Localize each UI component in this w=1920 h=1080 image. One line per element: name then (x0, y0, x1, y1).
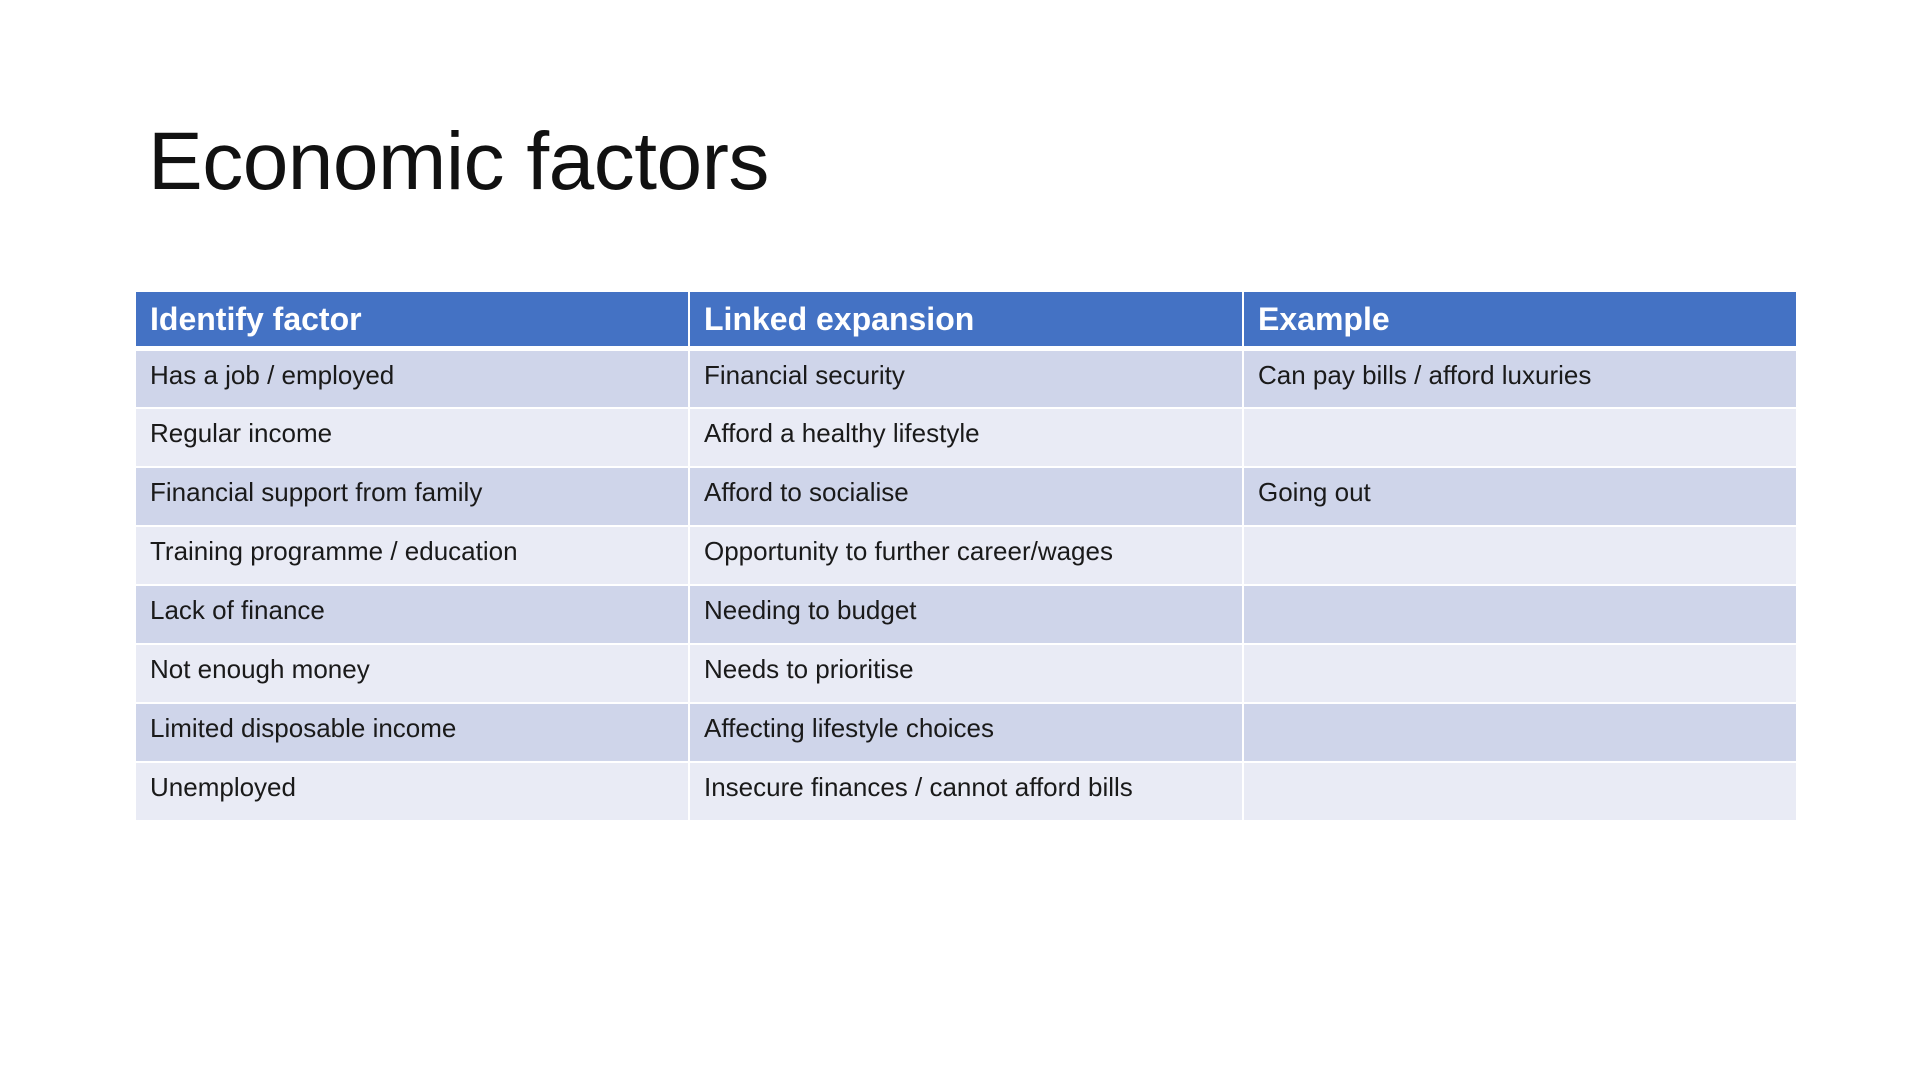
slide-title: Economic factors (148, 116, 769, 207)
example-cell: Can pay bills / afford luxuries (1243, 349, 1797, 408)
table-row (135, 762, 1797, 821)
factor-cell: Regular income (135, 408, 689, 467)
expansion-cell: Opportunity to further career/wages (689, 526, 1243, 585)
table-row (135, 644, 1797, 703)
column-header-linked-expansion: Linked expansion (689, 291, 1243, 349)
table-row (135, 585, 1797, 644)
expansion-cell: Afford a healthy lifestyle (689, 408, 1243, 467)
table-header-row (135, 291, 1797, 349)
expansion-cell: Financial security (689, 349, 1243, 408)
expansion-cell: Affecting lifestyle choices (689, 703, 1243, 762)
table-row (135, 408, 1797, 467)
example-cell: Going out (1243, 467, 1797, 526)
expansion-cell: Needing to budget (689, 585, 1243, 644)
example-cell (1243, 644, 1797, 703)
factor-cell: Lack of finance (135, 585, 689, 644)
table-row (135, 349, 1797, 408)
factor-cell: Unemployed (135, 762, 689, 821)
column-header-identify-factor: Identify factor (135, 291, 689, 349)
example-cell (1243, 585, 1797, 644)
factor-cell: Training programme / education (135, 526, 689, 585)
factor-cell: Has a job / employed (135, 349, 689, 408)
economic-factors-table (134, 290, 1798, 822)
table-row (135, 467, 1797, 526)
example-cell (1243, 703, 1797, 762)
table-row (135, 526, 1797, 585)
factor-cell: Financial support from family (135, 467, 689, 526)
example-cell (1243, 408, 1797, 467)
factor-cell: Limited disposable income (135, 703, 689, 762)
example-cell (1243, 526, 1797, 585)
expansion-cell: Afford to socialise (689, 467, 1243, 526)
factor-cell: Not enough money (135, 644, 689, 703)
expansion-cell: Insecure finances / cannot afford bills (689, 762, 1243, 821)
example-cell (1243, 762, 1797, 821)
table-row (135, 703, 1797, 762)
expansion-cell: Needs to prioritise (689, 644, 1243, 703)
column-header-example: Example (1243, 291, 1797, 349)
